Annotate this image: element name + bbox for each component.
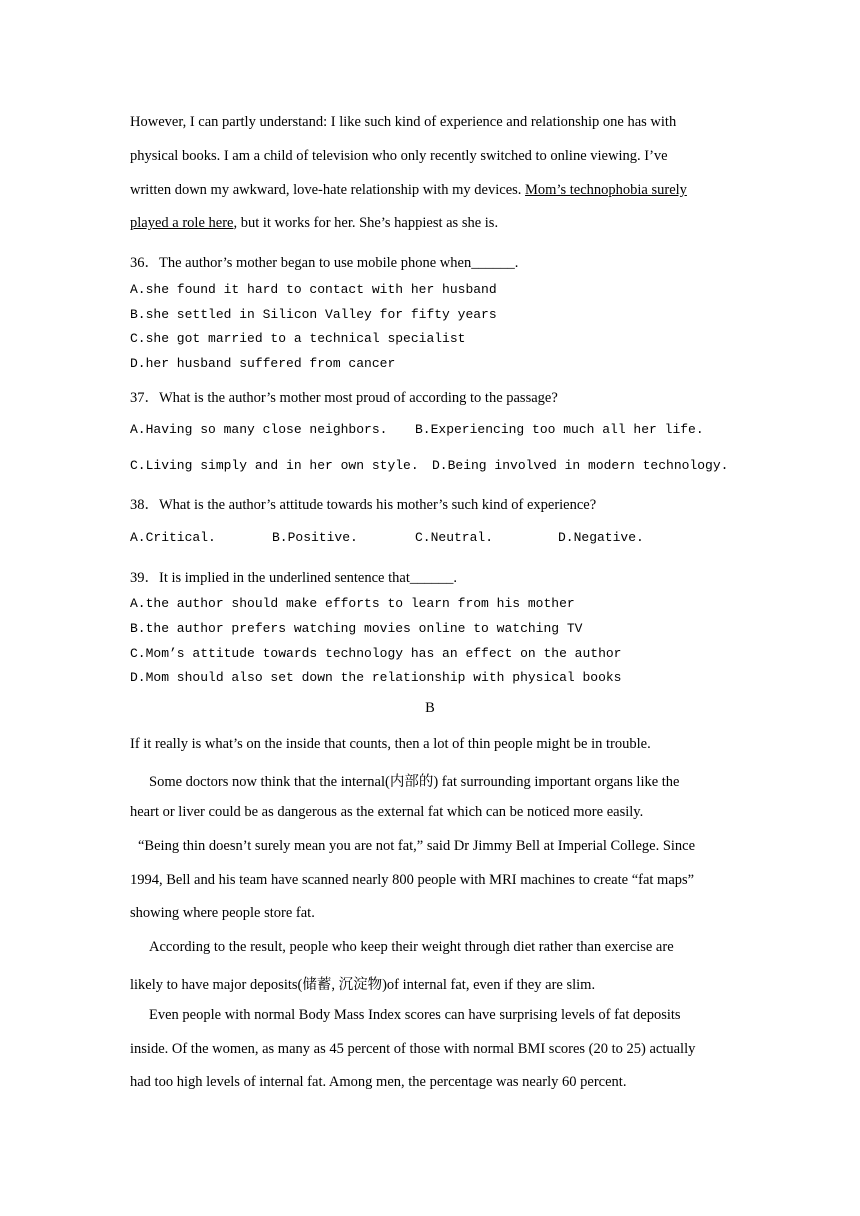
passage-a-line-3 (130, 182, 687, 199)
question-37-option-b: B.Experiencing too much all her life. (415, 422, 704, 437)
question-37-stem: 37．What is the author’s mother most proud of according to the passage? (130, 390, 558, 406)
question-39-option-b: B.the author prefers watching movies online to watching TV (130, 621, 583, 636)
question-38-stem: 38．What is the author’s attitude towards his mother’s such kind of experience? (130, 497, 597, 513)
passage-b-p5-line-1: Even people with normal Body Mass Index scores can have surprising levels of fat deposits (149, 1007, 681, 1023)
underlined-sentence-part-1: Mom’s technophobia surely (525, 182, 687, 198)
passage-b-p3-line-2: 1994, Bell and his team have scanned nearly 800 people with MRI machines to create “fat maps” (130, 872, 695, 888)
passage-a-line-3-text: written down my awkward, love-hate relationship with my devices. (130, 182, 526, 198)
question-37-option-c: C.Living simply and in her own style. (130, 458, 419, 473)
passage-a-line-4 (130, 215, 498, 232)
question-39-option-a: A.the author should make efforts to learn from his mother (130, 596, 575, 611)
passage-b-p5-line-2: inside. Of the women, as many as 45 percent of those with normal BMI scores (20 to 25) actually (130, 1041, 696, 1057)
passage-b-p4-line-2: likely to have major deposits(储蓄, 沉淀物)of internal fat, even if they are slim. (130, 977, 596, 993)
passage-a-line-1: However, I can partly understand: I like such kind of experience and relationship one has with (130, 114, 677, 130)
question-36-option-d: D.her husband suffered from cancer (130, 356, 396, 371)
passage-b-p5-line-3: had too high levels of internal fat. Among men, the percentage was nearly 60 percent. (130, 1074, 627, 1090)
underlined-sentence-part-2: played a role here (130, 215, 234, 231)
question-39-option-c: C.Mom’s attitude towards technology has an effect on the author (130, 646, 622, 661)
passage-b-p3-line-3: showing where people store fat. (130, 905, 315, 921)
passage-b-heading: B (425, 700, 435, 716)
passage-b-p3-line-1: “Being thin doesn’t surely mean you are not fat,” said Dr Jimmy Bell at Imperial College. Since (138, 838, 696, 854)
passage-a-line-2: physical books. I am a child of television who only recently switched to online viewing. I’ve (130, 148, 668, 164)
question-38-option-d: D.Negative. (558, 530, 644, 545)
passage-b-p4-line-1: According to the result, people who keep their weight through diet rather than exercise are (149, 939, 674, 955)
question-38-option-b: B.Positive. (272, 530, 358, 545)
question-36-option-c: C.she got married to a technical specialist (130, 331, 466, 346)
question-36-stem: 36．The author’s mother began to use mobile phone when______. (130, 255, 519, 271)
passage-b-p1: If it really is what’s on the inside that counts, then a lot of thin people might be in trouble. (130, 736, 651, 752)
question-37-option-d: D.Being involved in modern technology. (432, 458, 729, 473)
question-38-option-a: A.Critical. (130, 530, 216, 545)
question-36-option-b: B.she settled in Silicon Valley for fifty years (130, 307, 497, 322)
question-38-option-c: C.Neutral. (415, 530, 494, 545)
passage-b-p2-line-1: Some doctors now think that the internal(内部的) fat surrounding important organs like the (149, 774, 680, 790)
passage-a-line-4-text: , but it works for her. She’s happiest as she is. (233, 215, 499, 231)
question-39-stem: 39．It is implied in the underlined sentence that______. (130, 570, 457, 586)
passage-b-p2-line-2: heart or liver could be as dangerous as the external fat which can be noticed more easily. (130, 804, 644, 820)
question-37-option-a: A.Having so many close neighbors. (130, 422, 388, 437)
question-36-option-a: A.she found it hard to contact with her husband (130, 282, 497, 297)
question-39-option-d: D.Mom should also set down the relationship with physical books (130, 670, 622, 685)
